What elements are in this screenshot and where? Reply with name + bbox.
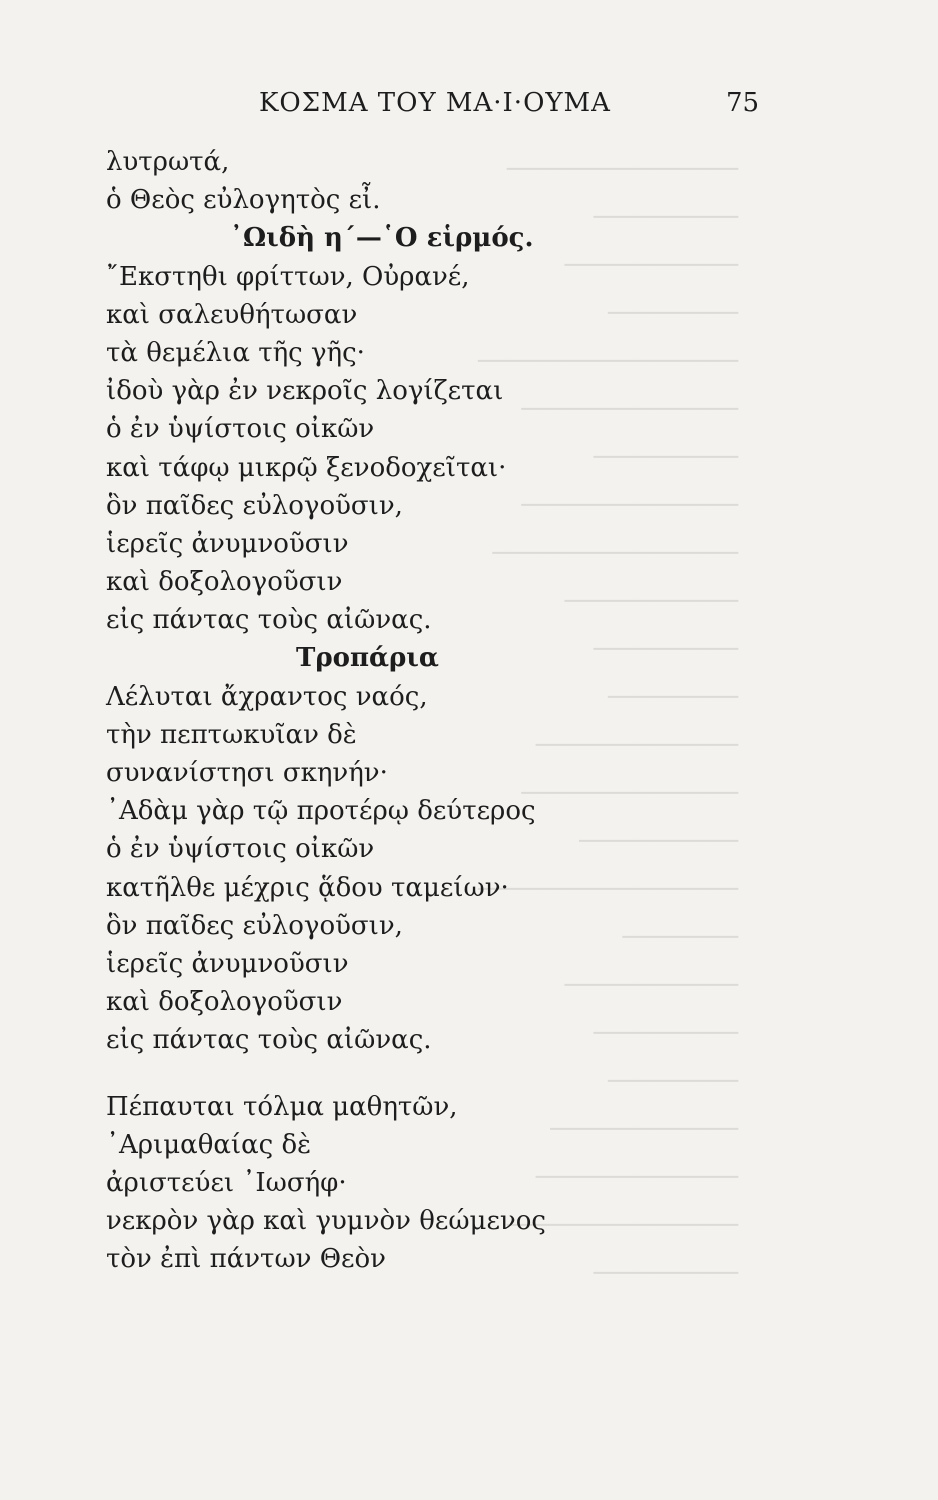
hirmos-line: ῎Εκστηθι φρίττων, Οὐρανέ,: [106, 261, 470, 292]
troparion-line: Λέλυται ἄχραντος ναός,: [106, 681, 428, 712]
hirmos-line: καὶ τάφῳ μικρῷ ξενοδοχεῖται·: [106, 452, 507, 483]
troparion-line: ἀριστεύει ᾿Ιωσήφ·: [106, 1167, 347, 1198]
troparion-line: καὶ δοξολογοῦσιν: [106, 987, 343, 1018]
troparion-line: τὸν ἐπὶ πάντων Θεὸν: [106, 1244, 386, 1275]
page-header: [0, 88, 938, 124]
hirmos-line: ὁ ἐν ὑψίστοις οἰκῶν: [106, 414, 375, 445]
hirmos-line: ἱερεῖς ἀνυμνοῦσιν: [106, 528, 349, 559]
text-body: [106, 143, 806, 1278]
stanza-gap: [106, 1060, 806, 1088]
running-title: ΚΟΣΜΑ ΤΟΥ ΜΑ·Ι·ΟΥΜΑ: [259, 88, 611, 118]
troparion-line: νεκρὸν γὰρ καὶ γυμνὸν θεώμενος: [106, 1206, 546, 1237]
hirmos-line: καὶ σαλευθήτωσαν: [106, 299, 358, 330]
troparion-line: κατῆλθε μέχρις ᾅδου ταμείων·: [106, 872, 509, 903]
troparia-heading: Τροπάρια: [296, 643, 439, 674]
troparion-line: συνανίστησι σκηνήν·: [106, 758, 388, 788]
ode-heading: ᾿Ωιδὴ η΄—῾Ο εἱρμός.: [230, 223, 534, 254]
hirmos-line: εἰς πάντας τοὺς αἰῶνας.: [106, 605, 432, 636]
text-line: ὁ Θεὸς εὐλογητὸς εἶ.: [106, 185, 381, 216]
troparion-line: ᾿Αδὰμ γὰρ τῷ προτέρῳ δεύτερος: [106, 796, 536, 827]
hirmos-line: τὰ θεμέλια τῆς γῆς·: [106, 337, 365, 368]
troparion-line: τὴν πεπτωκυῖαν δὲ: [106, 719, 357, 750]
troparion-line: εἰς πάντας τοὺς αἰῶνας.: [106, 1025, 432, 1056]
troparion-line: ᾿Αριμαθαίας δὲ: [106, 1129, 312, 1160]
troparion-line: Πέπαυται τόλμα μαθητῶν,: [106, 1091, 458, 1122]
show-through-background: ──────────────── ────────── ──────────── ───────── ────────────────── ─────────────── ────────── ─────────────── ───────────────── ──────────── ────────── ───────── ────────────── ─────────────── ─────────── ────────────────── ──────── ──────────── ────────── ───────── ───────────── ────────────── ──────────────── ──────────: [477, 155, 738, 1287]
page-number: 75: [726, 88, 760, 118]
troparion-line: ὁ ἐν ὑψίστοις οἰκῶν: [106, 834, 375, 865]
troparion-line: ὃν παῖδες εὐλογοῦσιν,: [106, 910, 403, 941]
troparion-line: ἱερεῖς ἀνυμνοῦσιν: [106, 948, 349, 979]
hirmos-line: ὃν παῖδες εὐλογοῦσιν,: [106, 490, 403, 521]
hirmos-line: καὶ δοξολογοῦσιν: [106, 567, 343, 598]
text-line: λυτρωτά,: [106, 147, 230, 177]
hirmos-line: ἰδοὺ γὰρ ἐν νεκροῖς λογίζεται: [106, 376, 504, 407]
